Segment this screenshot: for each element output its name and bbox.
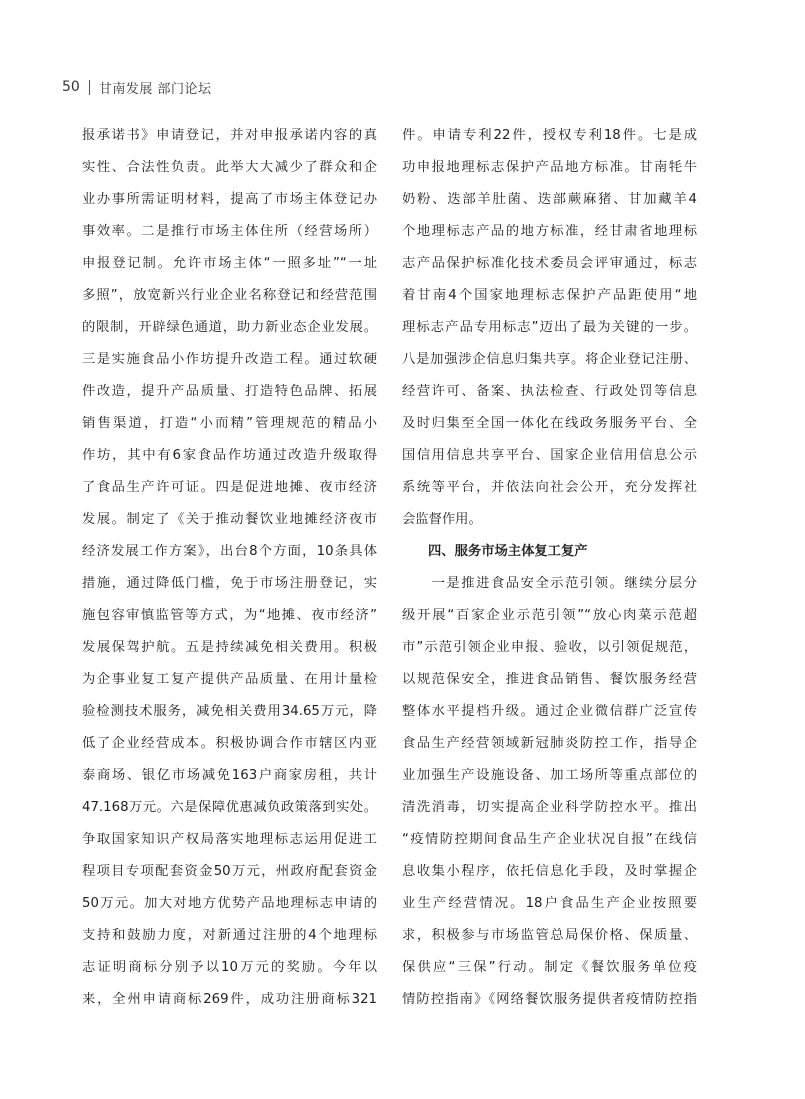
text-line: 支持和鼓励力度，对新通过注册的4个地理标 — [82, 928, 377, 943]
text-line: 事效率。二是推行市场主体住所（经营场所） — [82, 224, 377, 239]
text-line: 业生产经营情况。18户食品生产企业按照要 — [402, 896, 697, 911]
text-line: 市”示范引领企业申报、验收，以引领促规范， — [402, 640, 697, 655]
text-line: 50万元。加大对地方优势产品地理标志申请的 — [82, 896, 377, 911]
text-line: 及时归集至全国一体化在线政务服务平台、全 — [402, 416, 697, 431]
text-line: 清洗消毒，切实提高企业科学防控水平。推出 — [402, 800, 697, 815]
text-line: 程项目专项配套资金50万元，州政府配套资金 — [82, 864, 377, 879]
text-line: “疫情防控期间食品生产企业状况自报”在线信 — [402, 832, 697, 847]
text-line: 47.168万元。六是保障优惠减负政策落到实处。 — [82, 800, 377, 815]
text-line: 功申报地理标志保护产品地方标准。甘南牦牛 — [402, 160, 697, 175]
text-line: 实性、合法性负责。此举大大减少了群众和企 — [82, 160, 377, 175]
text-line: 经营许可、备案、执法检查、行政处罚等信息 — [402, 384, 697, 399]
text-line: 志产品保护标准化技术委员会评审通过，标志 — [402, 256, 697, 271]
text-line: 作坊，其中有6家食品作坊通过改造升级取得 — [82, 448, 377, 463]
text-line: 整体水平提档升级。通过企业微信群广泛宣传 — [402, 704, 697, 719]
text-line: 系统等平台，并依法向社会公开，充分发挥社 — [402, 480, 697, 495]
header-title: 甘南发展 部门论坛 — [98, 81, 212, 97]
header-divider — [89, 80, 90, 95]
text-line: 个地理标志产品的地方标准，经甘肃省地理标 — [402, 224, 697, 239]
text-line: 争取国家知识产权局落实地理标志运用促进工 — [82, 832, 377, 847]
text-line: 理标志产品专用标志”迈出了最为关键的一步。 — [402, 320, 697, 335]
text-line: 的限制，开辟绿色通道，助力新业态企业发展。 — [82, 320, 377, 335]
text-line: 息收集小程序，依托信息化手段，及时掌握企 — [402, 864, 697, 879]
text-line: 为企事业复工复产提供产品质量、在用计量检 — [82, 672, 377, 687]
text-line: 销售渠道，打造“小而精”管理规范的精品小 — [82, 416, 377, 431]
text-line: 件。申请专利22件，授权专利18件。七是成 — [402, 128, 697, 143]
text-line: 食品生产经营领域新冠肺炎防控工作，指导企 — [402, 736, 697, 751]
text-line: 发展保驾护航。五是持续减免相关费用。积极 — [82, 640, 377, 655]
text-line: 了食品生产许可证。四是促进地摊、夜市经济 — [82, 480, 377, 495]
text-line: 一是推进食品安全示范引领。继续分层分 — [402, 576, 697, 591]
section-heading: 四、服务市场主体复工复产 — [428, 544, 588, 559]
text-line: 级开展“百家企业示范引领”“放心肉菜示范超 — [402, 608, 697, 623]
text-line: 奶粉、迭部羊肚菌、迭部蕨麻猪、甘加藏羊4 — [402, 192, 697, 207]
text-line: 以规范保安全，推进食品销售、餐饮服务经营 — [402, 672, 697, 687]
text-line: 报承诺书》申请登记，并对申报承诺内容的真 — [82, 128, 377, 143]
text-line: 志证明商标分别予以10万元的奖励。今年以 — [82, 960, 377, 975]
text-line: 来，全州申请商标269件，成功注册商标321 — [82, 992, 377, 1007]
text-line: 业办事所需证明材料，提高了市场主体登记办 — [82, 192, 377, 207]
text-line: 国信用信息共享平台、国家企业信用信息公示 — [402, 448, 697, 463]
text-line: 低了企业经营成本。积极协调合作市辖区内亚 — [82, 736, 377, 751]
text-line: 泰商场、银亿市场减免163户商家房租，共计 — [82, 768, 377, 783]
page-header — [62, 76, 211, 98]
left-column — [82, 120, 377, 1016]
text-line: 验检测技术服务，减免相关费用34.65万元，降 — [82, 704, 377, 719]
text-line: 件改造，提升产品质量、打造特色品牌、拓展 — [82, 384, 377, 399]
text-line: 业加强生产设施设备、加工场所等重点部位的 — [402, 768, 697, 783]
text-line: 多照”，放宽新兴行业企业名称登记和经营范围 — [82, 288, 377, 303]
text-line: 三是实施食品小作坊提升改造工程。通过软硬 — [82, 352, 377, 367]
page-number: 50 — [62, 79, 80, 95]
text-line: 经济发展工作方案》，出台8个方面，10条具体 — [82, 544, 377, 559]
text-line: 申报登记制。允许市场主体“一照多址”“一址 — [82, 256, 377, 271]
text-line: 措施，通过降低门槛，免于市场注册登记，实 — [82, 576, 377, 591]
text-line: 着甘南4个国家地理标志保护产品距使用“地 — [402, 288, 697, 303]
text-line: 八是加强涉企信息归集共享。将企业登记注册、 — [402, 352, 697, 367]
right-column — [402, 120, 697, 1016]
text-line: 施包容审慎监管等方式，为“地摊、夜市经济” — [82, 608, 377, 623]
text-line: 情防控指南》《网络餐饮服务提供者疫情防控指 — [402, 992, 697, 1007]
text-line: 会监督作用。 — [402, 512, 482, 527]
text-line: 保供应“三保”行动。制定《餐饮服务单位疫 — [402, 960, 697, 975]
text-line: 求，积极参与市场监管总局保价格、保质量、 — [402, 928, 697, 943]
text-line: 发展。制定了《关于推动餐饮业地摊经济夜市 — [82, 512, 377, 527]
